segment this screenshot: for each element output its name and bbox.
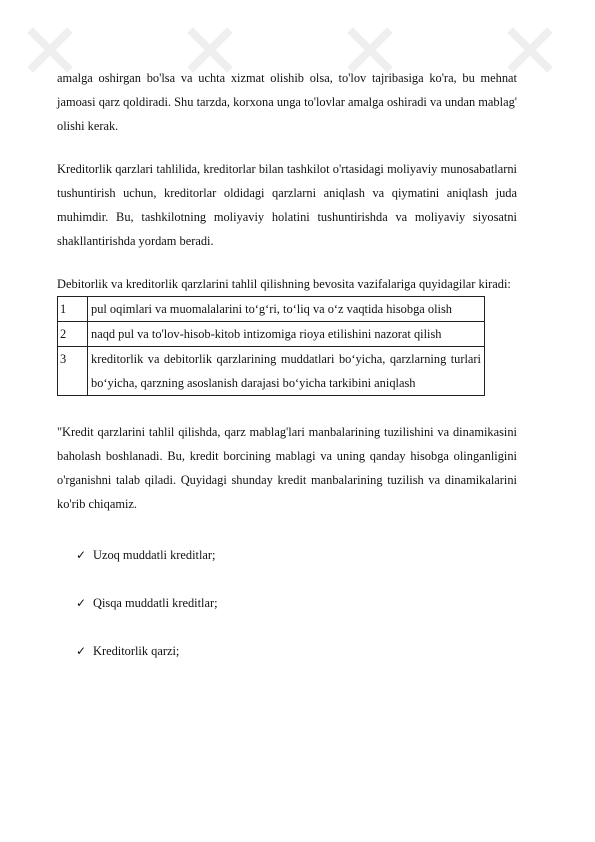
row-number: 2 — [58, 322, 88, 347]
list-item-label: Kreditorlik qarzi; — [93, 644, 180, 658]
list-item — [57, 639, 517, 663]
credit-sources-list — [57, 543, 517, 663]
list-item-label: Uzoq muddatli kreditlar; — [93, 548, 216, 562]
check-icon: ✓ — [76, 548, 87, 562]
list-item — [57, 591, 517, 615]
paragraph-2: Kreditorlik qarzlari tahlilida, kreditorlar bilan tashkilot o'rtasidagi moliyaviy munosabatlarni tushuntirish uchun, kreditorlar oldidagi qarzlarni aniqlash va qiymatini aniqlash juda muhimdir. Bu, tashkilotning moliyaviy holatini tushuntirishda va moliyaviy siyosatni shakllantirishda yordam beradi. — [57, 162, 517, 248]
row-text: naqd pul va to'lov-hisob-kitob intizomiga rioya etilishini nazorat qilish — [88, 322, 485, 347]
paragraph-4: "Kredit qarzlarini tahlil qilishda, qarz mablag'lari manbalarining tuzilishini va dinamikasini baholash boshlanadi. Bu, kredit borcining mablagi va uning qanday hisobga olinganligini o'rganishni talab qiladi. Quyidagi shunday kredit manbalarining tuzilish va dinamikalarini ko'rib chiqamiz. — [57, 425, 517, 511]
table-row — [58, 347, 485, 396]
row-text: pul oqimlari va muomalalarini to‘g‘ri, to‘liq va o‘z vaqtida hisobga olish — [88, 297, 485, 322]
check-icon: ✓ — [76, 644, 87, 658]
tasks-table — [57, 296, 485, 396]
list-item-label: Qisqa muddatli kreditlar; — [93, 596, 218, 610]
check-icon: ✓ — [76, 596, 87, 610]
row-number: 3 — [58, 347, 88, 396]
row-number: 1 — [58, 297, 88, 322]
document-body — [57, 66, 517, 663]
row-text: kreditorlik va debitorlik qarzlarining muddatlari bo‘yicha, qarzlarning turlari bo‘yicha, qarzning asoslanish darajasi bo‘yicha tarkibini aniqlash — [88, 347, 485, 396]
list-item — [57, 543, 517, 567]
paragraph-3: Debitorlik va kreditorlik qarzlarini tahlil qilishning bevosita vazifalariga quyidagilar kiradi: — [57, 277, 511, 291]
paragraph-1: amalga oshirgan bo'lsa va uchta xizmat olishib olsa, to'lov tajribasiga ko'ra, bu mehnat jamoasi qarz qoldiradi. Shu tarzda, korxona unga to'lovlar amalga oshiradi va undan mablag' olishi kerak. — [57, 71, 517, 133]
table-row — [58, 322, 485, 347]
table-row — [58, 297, 485, 322]
